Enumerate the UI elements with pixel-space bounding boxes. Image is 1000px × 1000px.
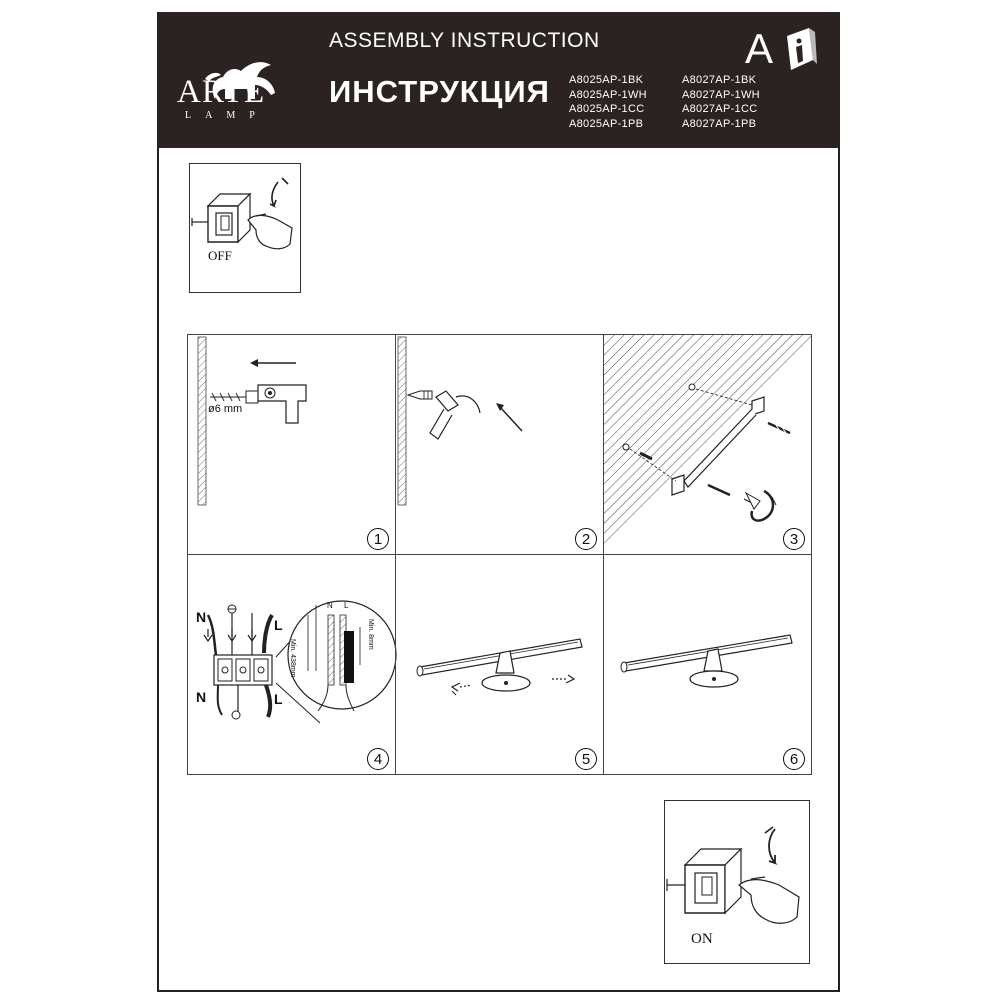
- detail-label-n: N: [327, 601, 333, 610]
- brand-wordmark: ARTE: [177, 74, 266, 110]
- step-number: 3: [783, 528, 805, 550]
- model-code: A8025AP-1WH: [569, 88, 647, 101]
- step-5-panel: [395, 554, 604, 775]
- lamp-finished-icon: [604, 555, 813, 776]
- model-code: A8027AP-1CC: [682, 103, 758, 115]
- step-number: 5: [575, 748, 597, 770]
- wire-label-l-top: L: [274, 617, 283, 633]
- switch-off-panel: [189, 163, 301, 293]
- wire-label-n-top: N: [196, 609, 207, 625]
- title-russian: ИНСТРУКЦИЯ: [329, 74, 550, 109]
- step-number: 2: [575, 528, 597, 550]
- language-letter: A: [745, 25, 774, 72]
- wire-label-n-bottom: N: [196, 689, 207, 705]
- min-strip-label: Min. 8mm: [367, 619, 374, 650]
- hammer-icon: [396, 335, 605, 556]
- model-code: A8025AP-1CC: [569, 103, 645, 115]
- step-number: 4: [367, 748, 389, 770]
- brand-subtitle: LAMP: [185, 110, 269, 121]
- drill-size-label: ø6 mm: [208, 403, 243, 415]
- model-code: A8027AP-1BK: [682, 74, 757, 86]
- header-bar: [157, 12, 840, 148]
- step-4-panel: [187, 554, 396, 775]
- min-length-label: Min. 438mm: [289, 639, 296, 678]
- switch-on-icon: [665, 801, 811, 965]
- model-code: A8027AP-1WH: [682, 88, 760, 101]
- model-code: A8025AP-1PB: [569, 117, 644, 130]
- title-english: ASSEMBLY INSTRUCTION: [329, 29, 600, 52]
- model-code: A8027AP-1PB: [682, 117, 757, 130]
- step-2-panel: [395, 334, 604, 555]
- step-number: 6: [783, 748, 805, 770]
- models-column-1: [569, 73, 647, 131]
- models-column-2: [682, 73, 760, 131]
- switch-off-icon: [190, 164, 302, 294]
- step-1-panel: [187, 334, 396, 555]
- step-3-panel: [603, 334, 812, 555]
- switch-on-label: ON: [691, 931, 713, 947]
- model-code: A8025AP-1BK: [569, 74, 644, 86]
- step-6-panel: [603, 554, 812, 775]
- detail-label-l: L: [344, 601, 349, 610]
- wire-label-l-bottom: L: [274, 691, 283, 707]
- bracket-mount-icon: [604, 335, 812, 555]
- drill-icon: [188, 335, 397, 556]
- step-number: 1: [367, 528, 389, 550]
- switch-on-panel: [664, 800, 810, 964]
- lamp-assembly-icon: [396, 555, 605, 776]
- switch-off-label: OFF: [208, 248, 232, 263]
